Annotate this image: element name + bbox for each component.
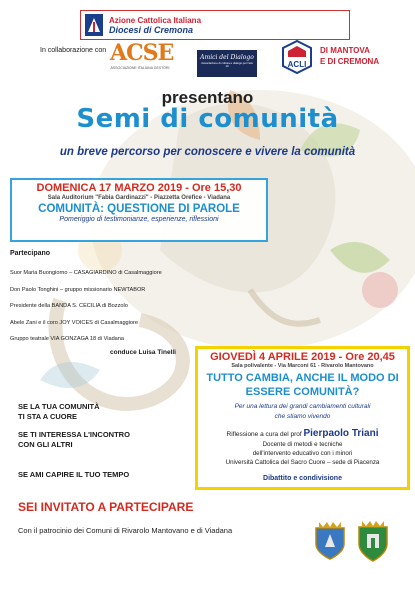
- speaker-prefix: Riflessione a cura del prof: [226, 431, 302, 438]
- event2-heading-line2: ESSERE COMUNITÀ?: [245, 386, 360, 398]
- event2-heading-line1: TUTTO CAMBIA, ANCHE IL MODO DI: [206, 372, 399, 384]
- participants-list: [10, 265, 270, 348]
- event2-closing: Dibattito e condivisione: [263, 475, 342, 482]
- event1-description: Pomeriggio di testimonianze, esperienze, riflessioni: [59, 216, 219, 223]
- rivarolo-crest-icon: [313, 520, 347, 560]
- speaker-role-line1: Docente di metodi e tecniche: [262, 441, 343, 448]
- azione-cattolica-logo: [80, 10, 350, 40]
- appeal-2-line2: CON GLI ALTRI: [18, 440, 73, 449]
- participants-label: Partecipano: [10, 250, 51, 257]
- patronage-text: Con il patrocinio dei Comuni di Rivarolo Mantovano e di Viadana: [18, 526, 233, 535]
- amici-del-dialogo-logo: [197, 50, 257, 77]
- event2-speaker: [198, 428, 407, 439]
- acli-line2: E DI CREMONA: [320, 57, 380, 66]
- appeal-1-line1: SE LA TUA COMUNITÀ: [18, 402, 100, 411]
- amici-logo-subtitle: Associazione di cultura e dialogo per l'età 10: [201, 61, 253, 69]
- event2-venue: Sala polivalente - Via Marconi 61 - Rivarolo Mantovano: [231, 363, 374, 369]
- event2-date: GIOVEDÌ 4 APRILE 2019 - Ore 20,45: [210, 351, 395, 363]
- acse-logo: [110, 40, 174, 80]
- amici-logo-title: Amici del Dialogo: [200, 54, 254, 61]
- event1-box: [10, 178, 268, 242]
- appeal-3: SE AMI CAPIRE IL TUO TEMPO: [18, 470, 130, 479]
- acli-badge-text: ACLI: [287, 60, 307, 69]
- event1-host: conduce Luisa Tinelli: [110, 349, 176, 356]
- acli-label: [320, 45, 379, 67]
- speaker-role-line2: dell'intervento educativo con i minori: [252, 450, 353, 457]
- acse-logo-text: ACSE: [110, 40, 174, 66]
- event2-description-line1: Per una lettura dei grandi cambiamenti culturali: [234, 403, 371, 410]
- appeal-2: [18, 430, 188, 450]
- page-title: Semi di comunità: [76, 104, 339, 134]
- appeal-1-line2: TI STA A CUORE: [18, 412, 78, 421]
- acse-logo-subtext: ASSOCIAZIONE ITALIANA GESTORI: [110, 66, 170, 70]
- viadana-crest-icon: [355, 518, 391, 562]
- presentano-text: presentano: [161, 88, 254, 107]
- acli-logo: [282, 40, 312, 74]
- ac-line2: Diocesi di Cremona: [109, 24, 194, 35]
- participant-item: Abele Zani e il coro JOY VOICES di Casalmaggiore: [10, 319, 138, 326]
- acli-line1: DI MANTOVA: [320, 46, 370, 55]
- collaboration-label: In collaborazione con: [40, 47, 107, 54]
- event1-venue: Sala Auditorium "Fabia Gardinazzi" - Piazzetta Orefice - Viadana: [47, 195, 231, 201]
- appeal-2-line1: SE TI INTERESSA L'INCONTRO: [18, 430, 130, 439]
- ac-emblem-icon: [85, 14, 103, 36]
- ac-line1: Azione Cattolica Italiana: [109, 15, 202, 25]
- speaker-name: Pierpaolo Triani: [303, 428, 379, 439]
- event1-date: DOMENICA 17 MARZO 2019 - Ore 15,30: [36, 182, 242, 194]
- participant-item: Don Paolo Tonghini – gruppo missionario NEWTABOR: [10, 286, 146, 293]
- event2-description-line2: che stiamo vivendo: [274, 413, 331, 420]
- appeal-1: [18, 402, 188, 422]
- participant-item: Presidente della BANDA S. CECILIA di Bozzolo: [10, 303, 128, 309]
- invitation-text: SEI INVITATO A PARTECIPARE: [18, 500, 194, 514]
- speaker-role-line3: Università Cattolica del Sacro Cuore – sede di Piacenza: [225, 459, 380, 466]
- page-subtitle: un breve percorso per conoscere e vivere la comunità: [59, 146, 356, 158]
- event1-heading: COMUNITÀ: QUESTIONE DI PAROLE: [38, 203, 240, 215]
- participant-item: Gruppo teatrale VIA GONZAGA 18 di Viadana: [10, 336, 125, 342]
- participant-item: Suor Maria Buongiorno – CASAGIARDINO di Casalmaggiore: [10, 270, 162, 276]
- event2-box: [195, 346, 410, 490]
